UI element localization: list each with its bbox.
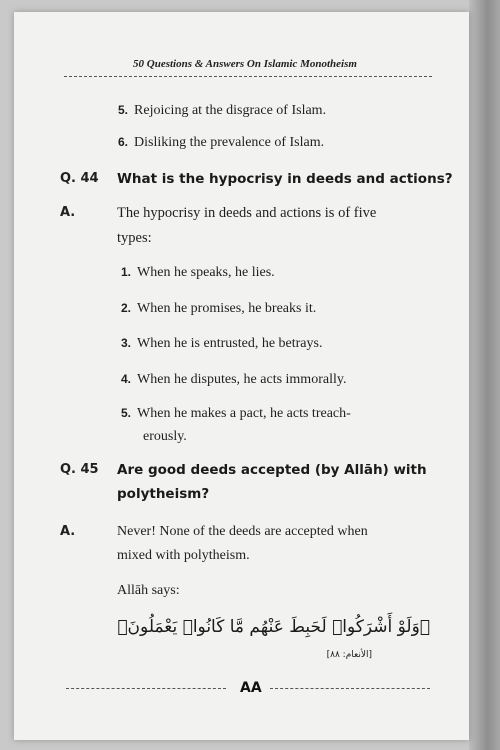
item-number: 2. <box>121 301 132 315</box>
footer-divider <box>66 688 226 689</box>
question-45-text: Are good deeds accepted (by Allāh) with <box>117 462 427 478</box>
arabic-verse: ﴿وَلَوْ أَشْرَكُوا۟ لَحَبِطَ عَنْهُم مَّا كَانُوا۟ يَعْمَلُونَ﴾ <box>117 617 430 637</box>
question-45-text: polytheism? <box>117 486 210 502</box>
item-number: 1. <box>121 265 132 279</box>
answer-marker: A. <box>60 205 76 220</box>
item-text-continued: erously. <box>143 429 187 444</box>
list-item <box>121 405 351 422</box>
answer-marker: A. <box>60 524 76 539</box>
item-number: 6. <box>118 135 129 149</box>
page-number: AA <box>240 680 262 696</box>
list-item <box>118 102 326 119</box>
question-marker: Q. 45 <box>60 462 99 477</box>
item-text: When he disputes, he acts immorally. <box>137 372 347 387</box>
footer-divider <box>270 688 430 689</box>
item-text: When he makes a pact, he acts treach- <box>137 406 351 421</box>
item-number: 4. <box>121 372 132 386</box>
list-item <box>121 371 346 388</box>
list-item <box>121 300 316 317</box>
list-item <box>121 264 275 281</box>
verse-reference: [الأنعام: ٨٨] <box>326 650 372 660</box>
question-44-text: What is the hypocrisy in deeds and actions? <box>117 171 453 187</box>
answer-45-line: Never! None of the deeds are accepted when <box>117 524 368 539</box>
list-item <box>121 335 322 352</box>
item-number: 3. <box>121 336 132 350</box>
book-spine <box>469 0 500 750</box>
item-text: When he is entrusted, he betrays. <box>137 336 323 351</box>
item-text: When he promises, he breaks it. <box>137 301 317 316</box>
question-marker: Q. 44 <box>60 171 99 186</box>
header-divider <box>64 76 432 77</box>
answer-45-line: mixed with polytheism. <box>117 548 250 563</box>
list-item <box>118 134 324 151</box>
item-text: Rejoicing at the disgrace of Islam. <box>134 103 327 118</box>
answer-44-line: types: <box>117 230 152 246</box>
item-number: 5. <box>121 406 132 420</box>
item-text: Disliking the prevalence of Islam. <box>134 135 325 150</box>
item-text: When he speaks, he lies. <box>137 265 275 280</box>
item-number: 5. <box>118 103 129 117</box>
running-title: 50 Questions & Answers On Islamic Monotheism <box>133 58 357 70</box>
allah-says-label: Allāh says: <box>117 583 180 598</box>
answer-44-line: The hypocrisy in deeds and actions is of five <box>117 205 377 221</box>
